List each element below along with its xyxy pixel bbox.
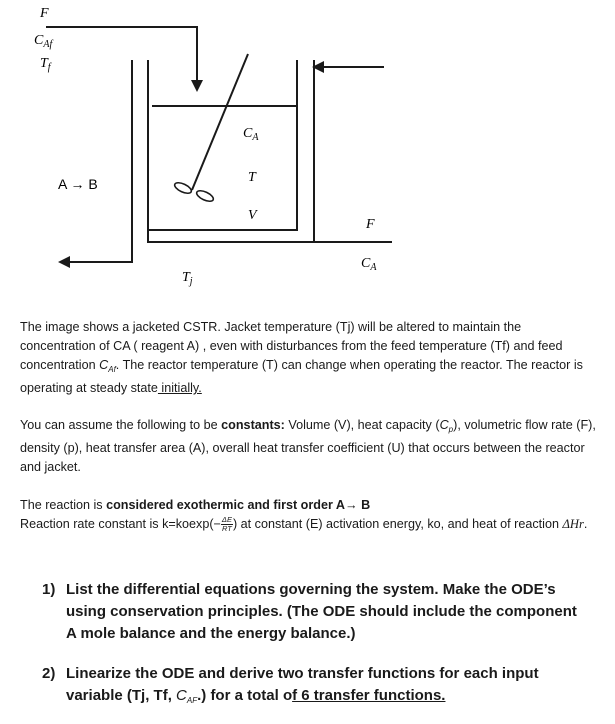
paragraph-description [20, 318, 598, 398]
paragraph-constants [20, 416, 598, 477]
para2-bold: constants: [221, 418, 285, 432]
outlet-flow-label: F [366, 217, 375, 232]
para3-text-b: Reaction rate constant is k=koexp(− [20, 517, 221, 531]
para3-bold: considered exothermic and first order A→ B [106, 498, 371, 512]
para3-text-d: . [583, 517, 588, 531]
jacket-outlet-arrowhead [58, 256, 70, 268]
para1-underlined: initially. [157, 381, 202, 395]
question-2-text: Linearize the ODE and derive two transfer functions for each input variable (Tj, Tf, $C_{AF}$.) for a total of 6 transfer functions. [66, 665, 539, 705]
reactor-inner-wall [148, 60, 314, 242]
jacket-right-inner [148, 60, 297, 230]
activation-fraction: $\frac{\Delta E}{RT}$ [221, 515, 232, 534]
reaction-label: A → B [58, 176, 98, 192]
cstr-diagram [0, 0, 615, 300]
feed-line [46, 27, 197, 82]
impeller-blade-left [173, 181, 193, 196]
para1-text-a: The image shows a jacketed CSTR. Jacket temperature (Tj) will be altered to maintain the concentration of CA ( reagent A) , even with disturbances from the feed temperature (Tf) and feed concentration [20, 320, 563, 372]
question-1-text: List the differential equations governing the system. Make the ODE’s using conservation principles. (The ODE should include the component A mole balance and the energy balance.) [66, 581, 577, 642]
question-1-number: 1) [42, 581, 56, 598]
question-2-number: 2) [42, 665, 56, 682]
reactor-conc-label: $C_A$ [243, 126, 259, 143]
para2-text-c: ), volumetric flow rate (F), density (p), heat transfer area (A), overall heat transfer coefficient (U) that occurs between the reactor and jacket. [20, 418, 596, 474]
feed-temp-label: $T_f$ [40, 56, 51, 73]
paragraph-reaction [20, 496, 598, 534]
agitator-shaft [192, 54, 248, 190]
para1-text-b: . The reactor temperature (T) can change when operating the reactor. The reactor is operating at steady state [20, 358, 583, 395]
outlet-conc-label: $C_A$ [361, 256, 377, 273]
para3-text-a: The reaction is [20, 498, 107, 512]
cp-var: $C_p$ [439, 418, 454, 434]
para3-text-c: ) at constant (E) activation energy, ko, and heat of reaction [232, 517, 563, 531]
jacket-temp-label: $T_j$ [182, 270, 193, 287]
para2-text-b: Volume (V), heat capacity ( [284, 418, 440, 432]
reactor-temp-label: T [248, 170, 256, 185]
feed-conc-label: $C_{Af}$ [34, 33, 53, 50]
cvar: $C_{Af}$ [99, 358, 116, 374]
para2-text-a: You can assume the following to be [20, 418, 222, 432]
feed-flow-label: F [40, 6, 49, 21]
dhr-var: ΔHr [562, 517, 584, 531]
feed-arrowhead [191, 80, 203, 92]
reactor-volume-label: V [248, 208, 257, 223]
impeller-blade-right [195, 189, 215, 204]
jacket-wall [68, 60, 132, 262]
